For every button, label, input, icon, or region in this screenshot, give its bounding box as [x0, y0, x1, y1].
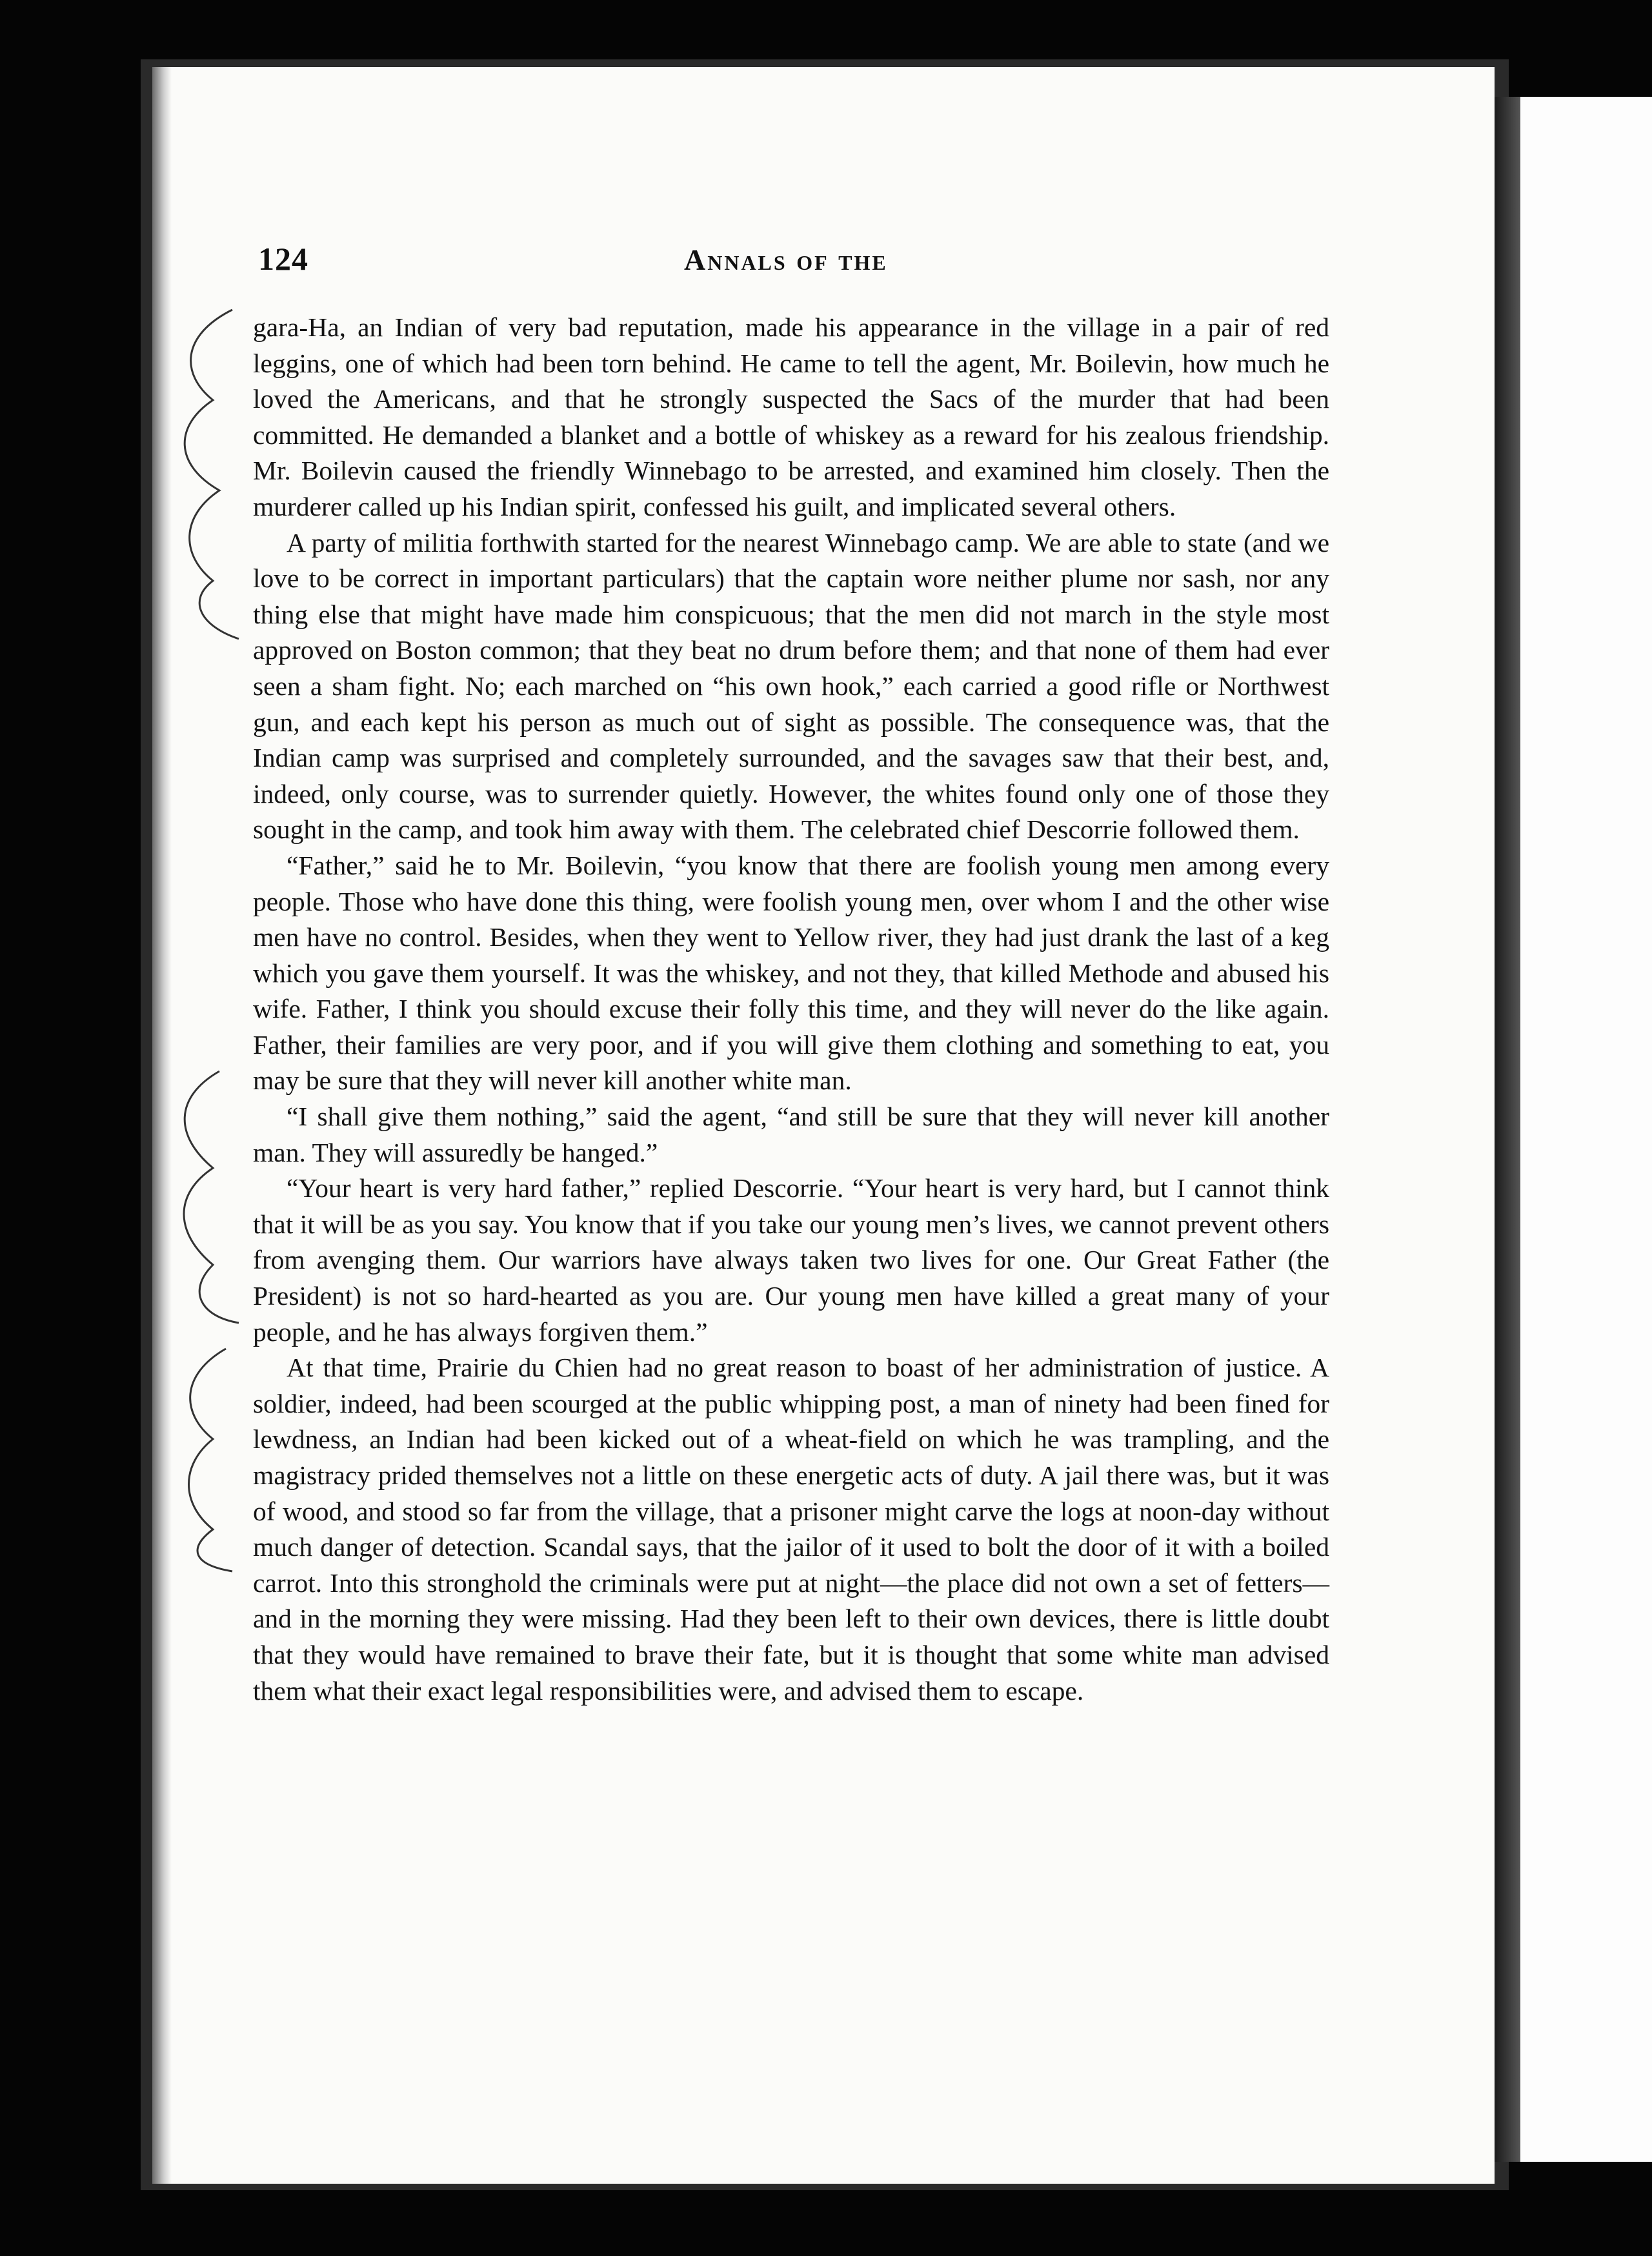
pencil-margin-bracket: [161, 1342, 245, 1575]
paragraph: A party of militia forthwith started for the nearest Winnebago camp. We are able to state (and we love to be correct in important particulars) that the captain wore neither plume nor sash, nor any thing else that might have made him conspicuous; that the men did not march in the style most approved on Boston common; that they beat no drum before them; and that none of them had ever seen a sham fight. No; each marched on “his own hook,” each carried a good rifle or Northwest gun, and each kept his person as much out of sight as possible. The consequence was, that the Indian camp was surprised and completely surrounded, and the savages saw that their best, and, indeed, only course, was to surrender quietly. However, the whites found only one of those they sought in the camp, and took him away with them. The celebrated chief Descorrie followed them.: [253, 527, 1329, 845]
paragraph: “I shall give them nothing,” said the agent, “and still be sure that they will never kill another man. They will assuredly be hanged.”: [253, 1102, 1329, 1167]
running-head: Annals of the: [684, 243, 888, 276]
paragraph: “Father,” said he to Mr. Boilevin, “you know that there are foolish young men among every people. Those who have done this thing, were foolish young men, over whom I and the other wise men have no control. Besides, when they went to Yellow river, they had just drank the last of a keg which you gave them yourself. It was the whiskey, and not they, that killed Methode and abused his wife. Father, I think you should excuse their folly this time, and they will never do the like again. Father, their families are very poor, and if you will give them clothing and something to eat, you may be sure that they will never kill another white man.: [253, 850, 1329, 1096]
body-text: [253, 310, 1329, 1709]
pencil-margin-bracket: [161, 1058, 245, 1329]
paragraph: gara-Ha, an Indian of very bad reputation, made his appearance in the village in a pair of red leggins, one of which had been torn behind. He came to tell the agent, Mr. Boilevin, how much he loved the Americans, and that he strongly suspected the Sacs of the murder that had been committed. He demanded a blanket and a bottle of whiskey as a reward for his zealous friendship. Mr. Boilevin caused the friendly Winnebago to be arrested, and examined him closely. Then the murderer called up his Indian spirit, confessed his guilt, and implicated several others.: [253, 312, 1329, 521]
pencil-margin-bracket: [161, 297, 245, 645]
paragraph: “Your heart is very hard father,” replied Descorrie. “Your heart is very hard, but I cannot think that it will be as you say. You know that if you take our young men’s lives, we cannot prevent others from avenging them. Our warriors have always taken two lives for one. Our Great Father (the President) is not so hard-hearted as you are. Our young men have killed a great many of your people, and he has always forgiven them.”: [253, 1173, 1329, 1347]
page-number: 124: [258, 241, 308, 277]
paragraph: At that time, Prairie du Chien had no great reason to boast of her administration of justice. A soldier, indeed, had been scourged at the public whipping post, a man of ninety had been fined for lewdness, an Indian had been kicked out of a wheat-field on which he was trampling, and the magistracy prided themselves not a little on these energetic acts of duty. A jail there was, but it was of wood, and stood so far from the village, that a prisoner might carve the logs at noon-day without much danger of detection. Scandal says, that the jailor of it used to bolt the door of it with a boiled carrot. Into this stronghold the criminals were put at night—the place did not own a set of fetters—and in the morning they were missing. Had they been left to their own devices, there is little doubt that they would have remained to brave their fate, but it is thought that some white man advised them what their exact legal responsibilities were, and advised them to escape.: [253, 1353, 1329, 1706]
facing-page-gutter: [1495, 97, 1520, 2162]
page-header: [258, 240, 1355, 285]
